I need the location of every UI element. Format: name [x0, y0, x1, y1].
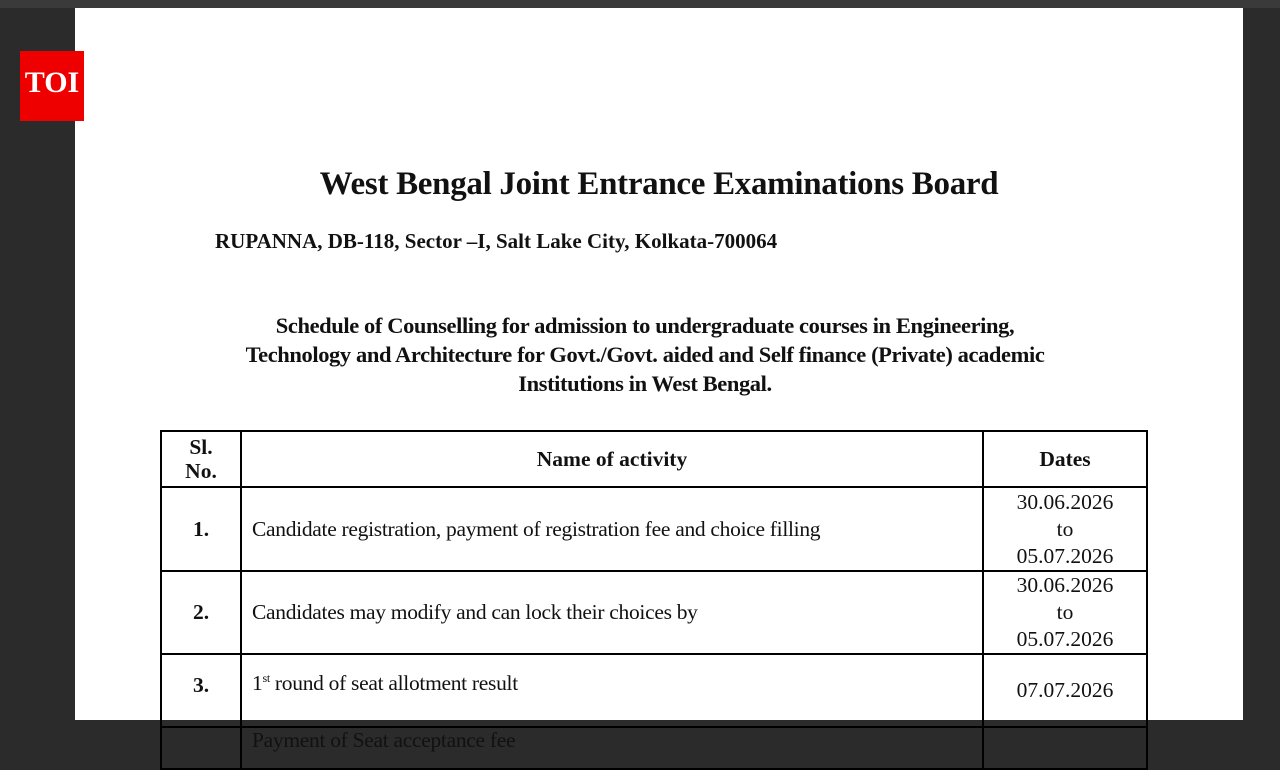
header-dates: Dates — [983, 431, 1147, 487]
document-title: West Bengal Joint Entrance Examinations Board — [319, 166, 999, 202]
row-dates: 30.06.2026 to 05.07.2026 — [983, 487, 1147, 571]
schedule-heading-line: Institutions in West Bengal. — [518, 371, 772, 396]
header-activity: Name of activity — [241, 431, 983, 487]
row-sl-no: 2. — [161, 571, 241, 654]
table-row — [161, 654, 1147, 727]
table-row — [161, 571, 1147, 654]
counselling-schedule-table — [160, 430, 1148, 770]
row-activity: 1st round of seat allotment result — [241, 654, 983, 727]
row-activity: Candidates may modify and can lock their choices by — [241, 571, 983, 654]
row-dates — [983, 727, 1147, 769]
row-dates: 07.07.2026 — [983, 654, 1147, 727]
row-sl-no: 3. — [161, 654, 241, 727]
board-address: RUPANNA, DB-118, Sector –I, Salt Lake City, Kolkata-700064 — [215, 229, 778, 253]
row-sl-no — [161, 727, 241, 769]
table-row — [161, 727, 1147, 769]
schedule-heading — [185, 311, 1105, 398]
document-page — [75, 8, 1243, 752]
viewer-top-bar — [0, 0, 1280, 8]
header-sl-no: Sl. No. — [161, 431, 241, 487]
row-activity: Payment of Seat acceptance fee — [241, 727, 983, 769]
schedule-heading-line: Schedule of Counselling for admission to undergraduate courses in Engineering, — [275, 313, 1015, 338]
schedule-heading-line: Technology and Architecture for Govt./Govt. aided and Self finance (Private) academic — [245, 342, 1045, 367]
table-header-row — [161, 431, 1147, 487]
table-row — [161, 487, 1147, 571]
row-activity: Candidate registration, payment of registration fee and choice filling — [241, 487, 983, 571]
row-sl-no: 1. — [161, 487, 241, 571]
toi-logo: TOI — [20, 51, 84, 121]
row-dates: 30.06.2026 to 05.07.2026 — [983, 571, 1147, 654]
